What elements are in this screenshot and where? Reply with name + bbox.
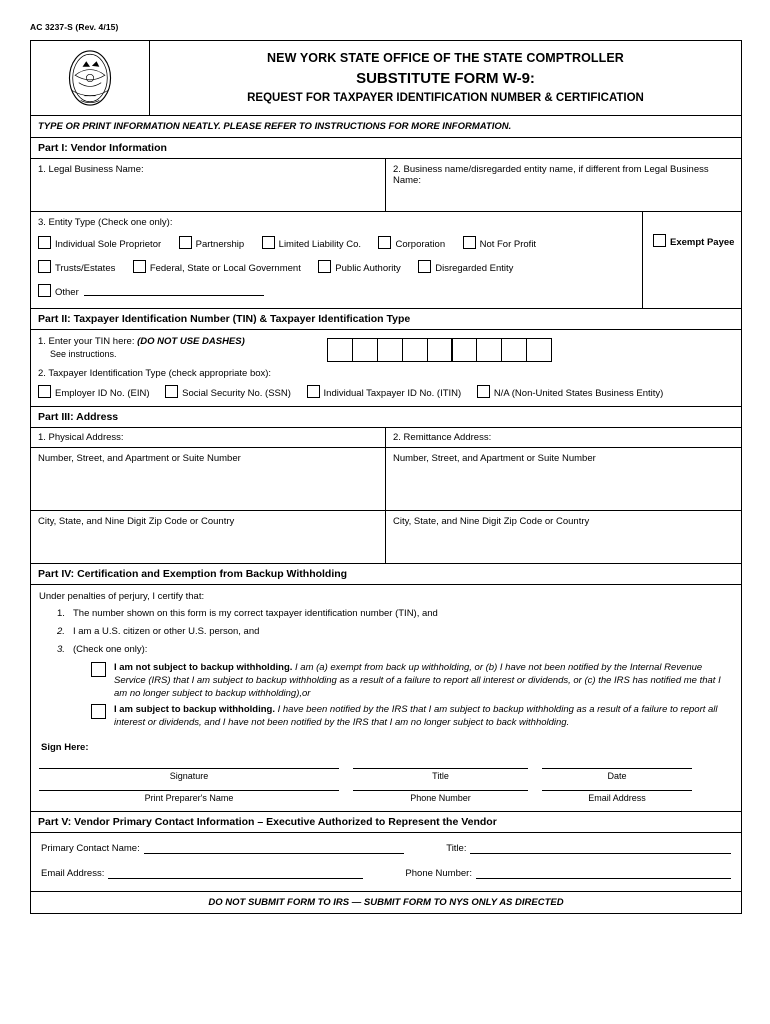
entity-option-disregarded-entity[interactable] (418, 260, 513, 274)
entity-option-label: Corporation (395, 239, 446, 250)
signature-row-2 (39, 789, 733, 803)
contact-phone-input[interactable] (476, 868, 731, 879)
part5-title: Part V: Vendor Primary Contact Information – Executive Authorized to Represent the Vendor (31, 812, 741, 833)
checkbox-icon[interactable] (38, 260, 51, 273)
tin-digit-box[interactable] (377, 338, 403, 362)
form-subtitle: REQUEST FOR TAXPAYER IDENTIFICATION NUMBER & CERTIFICATION (247, 92, 644, 104)
tin-type-group (31, 366, 741, 407)
contact-title-label: Title: (446, 843, 467, 855)
part4-title: Part IV: Certification and Exemption from Backup Withholding (31, 564, 741, 585)
subject-backup-withholding-option[interactable] (91, 704, 733, 730)
entity-option-label: Not For Profit (479, 239, 537, 250)
contact-body (31, 833, 741, 891)
tin-type-option-label: Social Security No. (SSN) (182, 388, 291, 399)
tin-label-block (38, 336, 328, 359)
subject-body: I have been notified by the IRS that I am subject to backup withholding as a result of a failure to report all interest or dividends, and I have not been notified by the IRS that I am no longer subject to back withholding. (114, 704, 718, 729)
entity-option-label: Public Authority (335, 263, 401, 274)
not-subject-backup-withholding-option[interactable] (91, 662, 733, 700)
checkbox-icon[interactable] (38, 385, 51, 398)
checkbox-icon[interactable] (91, 704, 106, 719)
certification-intro: Under penalties of perjury, I certify that: (39, 591, 205, 602)
tin-digit-box[interactable] (501, 338, 527, 362)
tin-type-option-label: N/A (Non-United States Business Entity) (493, 388, 664, 399)
tin-label: 1. Enter your TIN here: (38, 336, 135, 347)
entity-option-label: Federal, State or Local Government (149, 263, 301, 274)
sign-here-label: Sign Here: (41, 742, 89, 754)
tin-digit-box[interactable] (476, 338, 502, 362)
contact-title-input[interactable] (470, 843, 731, 854)
email-address-field[interactable] (542, 789, 692, 803)
checkbox-icon[interactable] (262, 236, 275, 249)
date-field[interactable] (542, 767, 692, 781)
remittance-street-field[interactable] (386, 448, 741, 510)
form-title: SUBSTITUTE FORM W-9: (356, 70, 535, 87)
checkbox-icon[interactable] (318, 260, 331, 273)
tin-digit-box[interactable] (352, 338, 378, 362)
item-number: 3. (57, 644, 65, 655)
tin-type-option-ssn[interactable] (165, 385, 291, 399)
certification-body (31, 585, 741, 812)
subject-bold: I am subject to backup withholding. (114, 704, 275, 716)
ny-state-seal-icon (62, 47, 118, 109)
entity-option-label: Individual Sole Proprietor (55, 239, 162, 250)
entity-option-label: Other (55, 287, 79, 298)
tin-digit-box[interactable] (526, 338, 552, 362)
contact-row-2 (41, 868, 731, 879)
phone-number-caption: Phone Number (410, 793, 471, 804)
part1-title: Part I: Vendor Information (31, 138, 741, 159)
title-field[interactable] (353, 767, 528, 781)
part3-title: Part III: Address (31, 407, 741, 428)
signature-field[interactable] (39, 767, 339, 781)
item-number: 1. (57, 608, 65, 619)
contact-email-label: Email Address: (41, 868, 105, 880)
entity-option-label: Disregarded Entity (435, 263, 514, 274)
street-label: Number, Street, and Apartment or Suite Number (393, 453, 596, 464)
tin-digit-box[interactable] (451, 338, 477, 362)
entity-option-individual-sole-proprietor[interactable] (38, 236, 161, 250)
checkbox-icon[interactable] (418, 260, 431, 273)
phone-number-field[interactable] (353, 789, 528, 803)
entity-option-not-for-profit[interactable] (463, 236, 537, 250)
contact-phone-label: Phone Number: (405, 868, 472, 880)
vendor-name-row (31, 159, 741, 212)
tin-type-option-na[interactable] (477, 385, 664, 399)
item-text: I am a U.S. citizen or other U.S. person, and (73, 626, 260, 637)
item-text: The number shown on this form is my correct taxpayer identification number (TIN), and (73, 608, 438, 619)
subject-text (114, 704, 733, 730)
city-label: City, State, and Nine Digit Zip Code or Country (38, 516, 235, 527)
entity-option-corporation[interactable] (378, 236, 445, 250)
street-label: Number, Street, and Apartment or Suite Number (38, 453, 241, 464)
contact-email-input[interactable] (108, 868, 363, 879)
remittance-address-label: 2. Remittance Address: (393, 432, 492, 443)
city-label: City, State, and Nine Digit Zip Code or Country (393, 516, 590, 527)
checkbox-icon[interactable] (378, 236, 391, 249)
checkbox-icon[interactable] (38, 236, 51, 249)
dba-name-label: 2. Business name/disregarded entity name, if different from Legal Business Name: (393, 164, 709, 186)
entity-option-label: Trusts/Estates (55, 263, 116, 274)
checkbox-icon[interactable] (38, 284, 51, 297)
preparer-name-field[interactable] (39, 789, 339, 803)
signature-caption: Signature (169, 771, 209, 782)
checkbox-icon[interactable] (179, 236, 192, 249)
entity-option-partnership[interactable] (179, 236, 245, 250)
physical-street-field[interactable] (31, 448, 386, 510)
address-city-row (31, 511, 741, 564)
seal-cell (31, 41, 150, 115)
tin-digit-box[interactable] (402, 338, 428, 362)
tin-type-option-label: Employer ID No. (EIN) (55, 388, 150, 399)
tin-type-options (38, 385, 734, 399)
checkbox-icon[interactable] (133, 260, 146, 273)
date-caption: Date (607, 771, 627, 782)
item-number: 2. (57, 626, 65, 637)
entity-options-row-2 (38, 258, 635, 276)
form-header (31, 41, 741, 116)
checkbox-icon[interactable] (91, 662, 106, 677)
header-text (150, 41, 741, 115)
certification-item-3 (39, 644, 733, 655)
tin-type-option-label: Individual Taxpayer ID No. (ITIN) (323, 388, 462, 399)
tin-digit-box[interactable] (327, 338, 353, 362)
item-text: (Check one only): (73, 644, 148, 655)
entity-type-label: 3. Entity Type (Check one only): (38, 217, 173, 228)
entity-type-group (31, 212, 643, 308)
entity-option-label: Limited Liability Co. (278, 239, 362, 250)
checkbox-icon[interactable] (165, 385, 178, 398)
exempt-payee-label: Exempt Payee (670, 237, 735, 248)
tin-type-label: 2. Taxpayer Identification Type (check appropriate box): (38, 368, 272, 379)
entity-option-public-authority[interactable] (318, 260, 400, 274)
entity-option-label: Partnership (195, 239, 245, 250)
not-subject-bold: I am not subject to backup withholding. (114, 662, 293, 673)
certification-item-1 (39, 608, 733, 619)
entity-option-limited-liability-co[interactable] (262, 236, 361, 250)
checkbox-icon[interactable] (477, 385, 490, 398)
preparer-name-caption: Print Preparer's Name (144, 793, 234, 804)
tin-input[interactable] (328, 338, 552, 362)
dba-name-field[interactable] (386, 159, 741, 211)
tin-entry-row (31, 330, 741, 366)
entity-option-trusts-estates[interactable] (38, 260, 115, 274)
legal-business-name-label: 1. Legal Business Name: (38, 164, 144, 175)
email-address-caption: Email Address (588, 793, 646, 804)
form-container (30, 40, 742, 914)
entity-other-input[interactable] (84, 285, 264, 296)
part2-title: Part II: Taxpayer Identification Number (TIN) & Taxpayer Identification Type (31, 309, 741, 330)
physical-city-field[interactable] (31, 511, 386, 563)
footer-notice: DO NOT SUBMIT FORM TO IRS — SUBMIT FORM TO NYS ONLY AS DIRECTED (31, 891, 741, 913)
primary-contact-name-input[interactable] (144, 843, 405, 854)
remittance-city-field[interactable] (386, 511, 741, 563)
entity-options-row-1 (38, 234, 635, 252)
tin-type-option-itin[interactable] (307, 385, 462, 399)
entity-options-row-3 (38, 282, 635, 300)
legal-business-name-field[interactable] (31, 159, 386, 211)
primary-contact-name-label: Primary Contact Name: (41, 843, 140, 855)
checkbox-icon[interactable] (653, 234, 666, 247)
tin-type-option-ein[interactable] (38, 385, 150, 399)
form-number: AC 3237-S (Rev. 4/15) (30, 22, 119, 32)
agency-name: NEW YORK STATE OFFICE OF THE STATE COMPTROLLER (267, 51, 624, 65)
contact-row-1 (41, 843, 731, 854)
tin-digit-box[interactable] (427, 338, 453, 362)
certification-item-2 (39, 626, 733, 637)
title-caption: Title (432, 771, 449, 782)
entity-type-row (31, 212, 741, 309)
not-subject-text (114, 662, 733, 700)
print-notice: TYPE OR PRINT INFORMATION NEATLY. PLEASE REFER TO INSTRUCTIONS FOR MORE INFORMATION. (31, 116, 741, 138)
not-subject-body: I am (a) exempt from back up withholding, or (b) I have not been notified by the Internal Revenue Service (IRS) that I am subject to backup withholding as a result of a failure to report all interest or dividends, or (c) the IRS has notified me that I am no longer subject to backup withholding),or (114, 662, 721, 699)
checkbox-icon[interactable] (463, 236, 476, 249)
entity-option-other[interactable] (38, 284, 79, 298)
physical-address-label: 1. Physical Address: (31, 428, 386, 447)
tin-instructions: See instructions. (50, 349, 117, 359)
exempt-payee-group[interactable] (643, 212, 741, 308)
address-header-row (31, 428, 741, 448)
tin-label-note: (DO NOT USE DASHES) (137, 336, 245, 347)
signature-row-1 (39, 767, 733, 781)
entity-option-federal-state-local-government[interactable] (133, 260, 301, 274)
checkbox-icon[interactable] (307, 385, 320, 398)
address-street-row (31, 448, 741, 511)
